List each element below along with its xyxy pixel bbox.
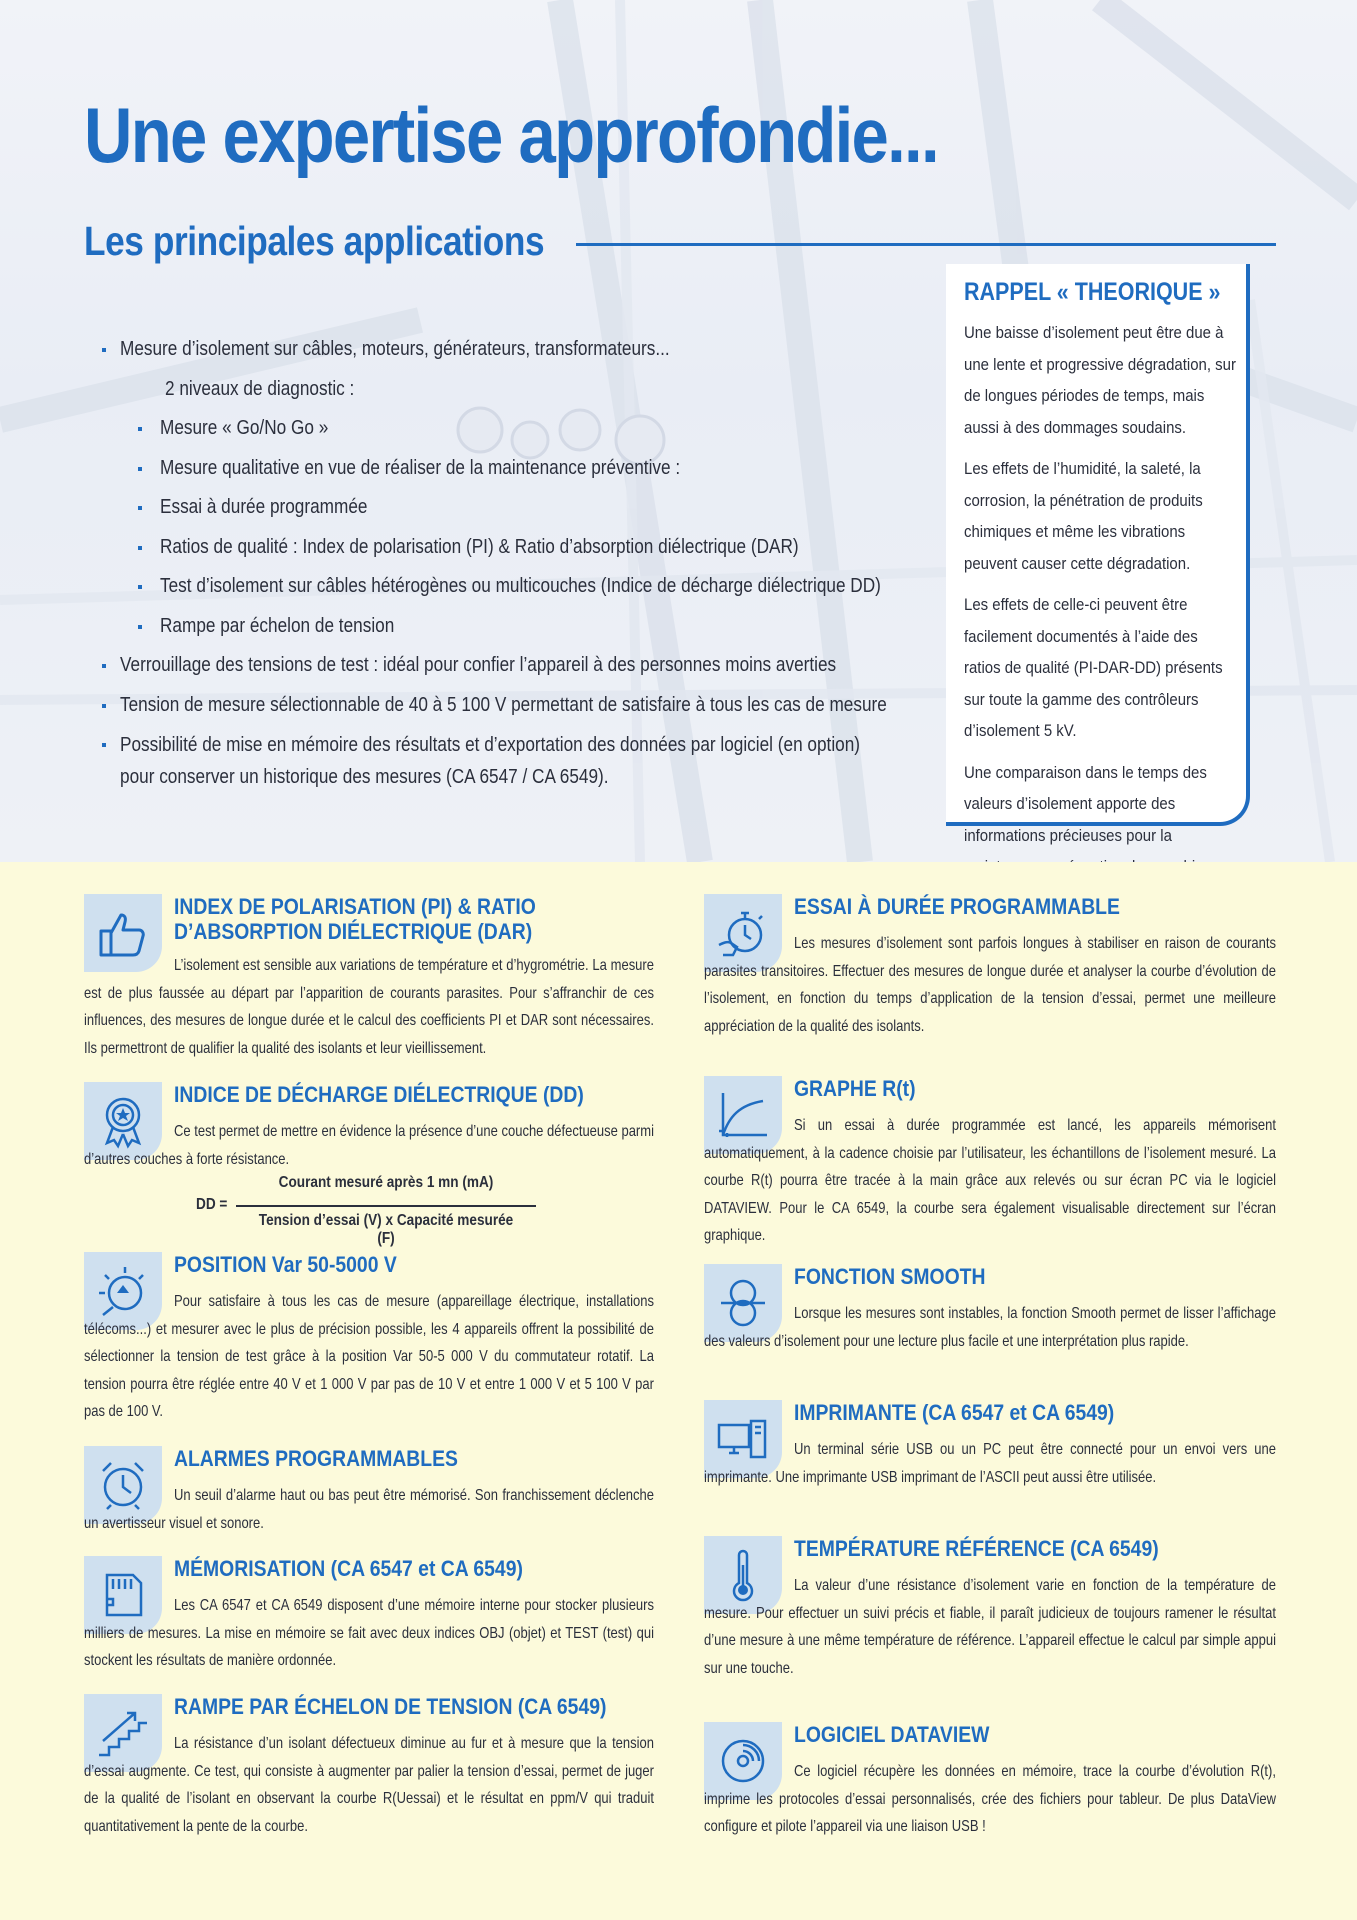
list-item: Tension de mesure sélectionnable de 40 à 5 100 V permettant de satisfaire à tous les cas de mesure [100, 686, 890, 726]
feature-text: Un seuil d’alarme haut ou bas peut être mémorisé. Son franchissement déclenche un avertisseur visuel et sonore. [84, 1487, 654, 1532]
fraction-bar [236, 1205, 536, 1207]
feature-text: Les CA 6547 et CA 6549 disposent d’une mémoire interne pour stocker plusieurs milliers de mesures. La mise en mémoire se fait avec deux indices OBJ (objet) et TEST (test) qui stockent les résultats de manière ordonnée. [84, 1597, 654, 1669]
feature-printer [704, 1400, 1276, 1500]
feature-title: MÉMORISATION (CA 6547 et CA 6549) [174, 1556, 523, 1581]
reminder-paragraph: Les effets de celle-ci peuvent être facilement documentés à l’aide des ratios de qualité (PI-DAR-DD) présents sur toute la gamme des contrôleurs d’isolement 5 kV. [964, 595, 1223, 740]
feature-memory [84, 1556, 654, 1676]
feature-dd [84, 1082, 654, 1247]
feature-smooth [704, 1264, 1276, 1364]
list-item: Rampe par échelon de tension [100, 607, 890, 647]
feature-title: RAMPE PAR ÉCHELON DE TENSION (CA 6549) [174, 1694, 607, 1719]
feature-pi-dar [84, 894, 654, 1084]
feature-title: LOGICIEL DATAVIEW [794, 1722, 990, 1747]
list-item: Test d’isolement sur câbles hétérogènes ou multicouches (Indice de décharge diélectrique DD) [100, 567, 890, 607]
applications-list [100, 330, 890, 793]
feature-title: INDICE DE DÉCHARGE DIÉLECTRIQUE (DD) [174, 1082, 584, 1107]
formula-numerator: Courant mesuré après 1 mn (mA) [278, 1174, 494, 1191]
formula-lhs: DD = [196, 1196, 228, 1213]
heading-rule [576, 243, 1276, 246]
list-item: 2 niveaux de diagnostic : [165, 377, 355, 400]
feature-alarm [84, 1446, 654, 1536]
list-item: Possibilité de mise en mémoire des résultats et d’exportation des données par logiciel (en option) pour conserver un historique des mesures (CA 6547 / CA 6549). [100, 725, 890, 793]
page-title: Une expertise approfondie... [84, 91, 938, 179]
list-item: Mesure qualitative en vue de réaliser de la maintenance préventive : [100, 449, 890, 489]
feature-var [84, 1252, 654, 1422]
feature-title: ESSAI À DURÉE PROGRAMMABLE [794, 894, 1120, 919]
feature-text: L’isolement est sensible aux variations de température et d’hygrométrie. La mesure est de plus faussée au départ par l’apparition de courants parasites. Pour s’affranchir de ces influences, des mesures de longue durée et le calcul des coefficients PI et DAR sont nécessaires. Ils permettront de qualifier la qualité des isolants et leur vieillissement. [84, 957, 654, 1057]
list-item: Verrouillage des tensions de test : idéal pour confier l’appareil à des personnes moins averties [100, 646, 890, 686]
feature-ramp [84, 1694, 654, 1854]
feature-timed-test [704, 894, 1276, 1034]
feature-title: POSITION Var 50-5000 V [174, 1252, 397, 1277]
theory-reminder-box [946, 264, 1250, 845]
section-heading-row [84, 218, 1276, 262]
feature-text: Un terminal série USB ou un PC peut être connecté pour un envoi vers une imprimante. Une imprimante USB imprimant de l’ASCII peut aussi être utilisée. [704, 1441, 1276, 1486]
list-item: Ratios de qualité : Index de polarisation (PI) & Ratio d’absorption diélectrique (DAR) [100, 528, 890, 568]
feature-text: Pour satisfaire à tous les cas de mesure (appareillage électrique, installations télécoms...) et mesurer avec le plus de précision possible, les 4 appareils offrent la possibilité de sélectionner la tension de test grâce à la position Var 50-5 000 V du commutateur rotatif. La tension pourra être réglée entre 40 V et 1 000 V par pas de 10 V et entre 1 000 V et 5 100 V par pas de 100 V. [84, 1293, 654, 1420]
feature-title: ALARMES PROGRAMMABLES [174, 1446, 458, 1471]
feature-text: Ce logiciel récupère les données en mémoire, trace la courbe d’évolution R(t), imprime les protocoles d’essai personnalisés, crée des fichiers pour tableur. De plus DataView configure et pilote l’appareil via une liaison USB ! [704, 1763, 1276, 1835]
reminder-title: RAPPEL « THEORIQUE » [964, 278, 1221, 306]
feature-title: GRAPHE R(t) [794, 1076, 916, 1101]
feature-temperature [704, 1536, 1276, 1686]
feature-text: Lorsque les mesures sont instables, la fonction Smooth permet de lisser l’affichage des valeurs d’isolement pour une lecture plus facile et une interprétation plus rapide. [704, 1305, 1276, 1350]
reminder-paragraph: Une comparaison dans le temps des valeurs d’isolement apporte des informations précieuses pour la [964, 762, 1207, 845]
feature-text: Les mesures d’isolement sont parfois longues à stabiliser en raison de courants parasites transitoires. Effectuer des mesures de longue durée et analyser la courbe d’évolution de l’isolement, en fonction du temps d’application de la tension d’essai, permet une meilleure appréciation de la qualité des isolants. [704, 935, 1276, 1035]
feature-graph [704, 1076, 1276, 1244]
list-item: Essai à durée programmée [100, 488, 890, 528]
features-section [0, 862, 1357, 1920]
list-item: Mesure « Go/No Go » [100, 409, 890, 449]
feature-dataview [704, 1722, 1276, 1852]
feature-title: IMPRIMANTE (CA 6547 et CA 6549) [794, 1400, 1115, 1425]
reminder-paragraph: Une baisse d’isolement peut être due à une lente et progressive dégradation, sur de longues périodes de temps, mais aussi à des dommages soudains. [964, 323, 1236, 437]
feature-text: Ce test permet de mettre en évidence la présence d’une couche défectueuse parmi d’autres couches à forte résistance. [84, 1123, 654, 1168]
feature-text: La valeur d’une résistance d’isolement varie en fonction de la température de mesure. Pour effectuer un suivi précis et fiable, il paraît judicieux de toujours ramener le résultat d’une mesure à une même température de référence. L’appareil effectue le calcul par simple appui sur une touche. [704, 1577, 1276, 1677]
feature-text: La résistance d’un isolant défectueux diminue au fur et à mesure que la tension d’essai augmente. Ce test, qui consiste à augmenter par palier la tension d’essai, permet de juger de la qualité de l’isolant en observant la courbe R(Uessai) et le résultat en ppm/V qui traduit quantitativement la pente de la courbe. [84, 1735, 654, 1835]
formula-denominator: Tension d’essai (V) x Capacité mesurée (F) [258, 1212, 514, 1247]
dd-formula [196, 1174, 556, 1247]
feature-title: FONCTION SMOOTH [794, 1264, 986, 1289]
section-heading: Les principales applications [84, 218, 545, 264]
list-item: Mesure d’isolement sur câbles, moteurs, générateurs, transformateurs... [100, 330, 890, 370]
hero-section [0, 0, 1357, 862]
feature-text: Si un essai à durée programmée est lancé, les appareils mémorisent automatiquement, à la cadence choisie par l’utilisateur, les échantillons de l’isolement mesuré. La courbe R(t) pourra être tracée à la main grâce aux relevés ou sur écran PC via le logiciel DATAVIEW. Pour le CA 6549, la courbe sera également visualisable directement sur l’écran graphique. [704, 1117, 1276, 1244]
feature-title: INDEX DE POLARISATION (PI) & RATIO D’ABSORPTION DIÉLECTRIQUE (DAR) [174, 894, 536, 944]
feature-title: TEMPÉRATURE RÉFÉRENCE (CA 6549) [794, 1536, 1159, 1561]
reminder-paragraph: Les effets de l’humidité, la saleté, la corrosion, la pénétration de produits chimiques et même les vibrations peuvent causer cette dégradation. [964, 459, 1203, 573]
